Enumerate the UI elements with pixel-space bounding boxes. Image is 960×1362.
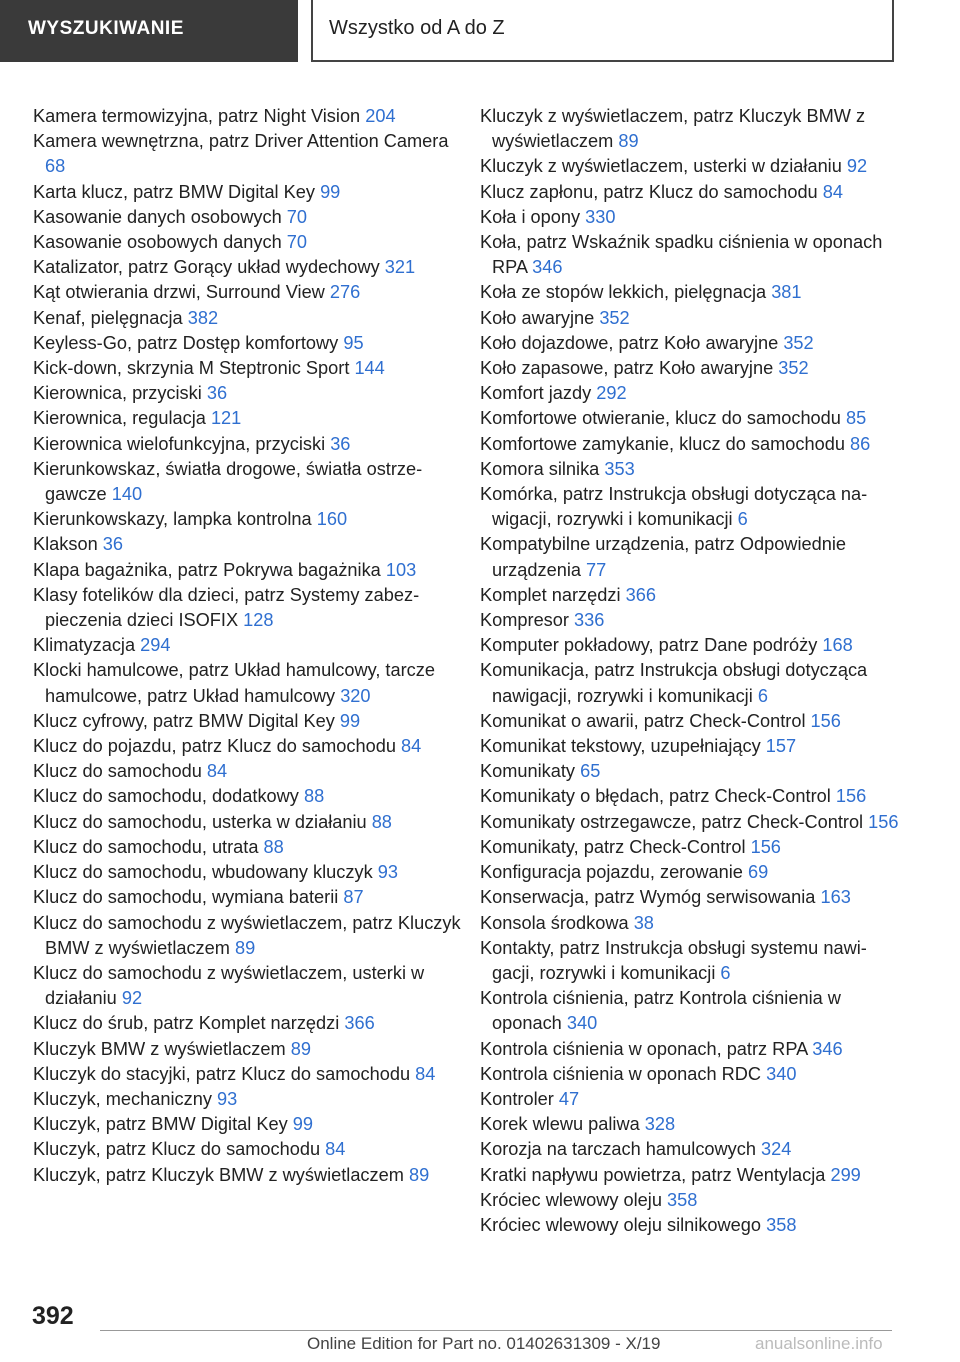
page-reference-link[interactable]: 93	[216, 1088, 238, 1109]
index-entry	[480, 154, 900, 179]
index-entry	[33, 129, 473, 179]
index-entry-text: Komfort jazdy	[480, 383, 592, 404]
index-entry	[33, 280, 473, 305]
index-entry	[480, 306, 900, 331]
page-reference-link[interactable]: 156	[810, 710, 841, 731]
index-entry-text: Koła ze stopów lekkich, pielęgnacja	[480, 282, 767, 303]
index-entry-text: Kierownica, regulacja	[33, 408, 206, 429]
page-reference-link[interactable]: 38	[633, 912, 654, 933]
index-entry	[33, 104, 473, 129]
index-entry	[33, 835, 473, 860]
index-entry-text: Kontrola ciśnienia, patrz Kontrola ciśnienia w oponach	[480, 988, 841, 1034]
page-reference-link[interactable]: 84	[206, 761, 228, 782]
page-reference-link[interactable]: 88	[371, 811, 392, 832]
index-entry	[480, 205, 900, 230]
index-entry-text: Kenaf, pielęgnacja	[33, 307, 183, 328]
page-reference-link[interactable]: 366	[625, 584, 656, 605]
index-entry	[480, 1213, 900, 1238]
index-entry-text: Kontakty, patrz Instrukcja obsługi systemu nawigacji, rozrywki i komunikacji	[480, 937, 867, 983]
index-entry-text: Komórka, patrz Instrukcja obsługi dotycząca nawigacji, rozrywki i komunikacji	[480, 484, 868, 530]
page-reference-link[interactable]: 292	[596, 383, 627, 404]
index-entry	[480, 482, 900, 532]
page-reference-link[interactable]: 95	[343, 332, 364, 353]
page-reference-link[interactable]: 346	[812, 1038, 843, 1059]
index-entry-text: Kamera termowizyjna, patrz Night Vision	[33, 106, 361, 126]
page-reference-link[interactable]: 99	[320, 181, 341, 202]
index-entry	[480, 104, 900, 154]
index-entry-text: Kluczyk z wyświetlaczem, patrz Kluczyk BMW z wyświetlaczem	[480, 106, 866, 152]
index-entry	[33, 432, 473, 457]
index-entry-text: Kompatybilne urządzenia, patrz Odpowiednie urządzenia	[480, 534, 846, 580]
index-entry	[480, 331, 900, 356]
page-reference-link[interactable]: 92	[846, 156, 868, 177]
page-reference-link[interactable]: 382	[187, 307, 219, 328]
index-entry	[480, 583, 900, 608]
index-entry	[33, 810, 473, 835]
page-reference-link[interactable]: 320	[340, 685, 371, 706]
page-reference-link[interactable]: 89	[290, 1038, 311, 1059]
index-entry	[480, 709, 900, 734]
index-entry-text: Kontrola ciśnienia w oponach RDC	[480, 1063, 762, 1084]
index-entry	[33, 1062, 473, 1087]
index-column-right	[480, 104, 900, 1238]
watermark: anualsonline.info	[755, 1334, 883, 1353]
page-reference-link[interactable]: 352	[778, 358, 809, 379]
index-entry-text: Klucz cyfrowy, patrz BMW Digital Key	[33, 710, 335, 731]
page-reference-link[interactable]: 294	[140, 635, 171, 656]
page-reference-link[interactable]: 352	[783, 332, 814, 353]
index-entry	[480, 1163, 900, 1188]
index-entry-text: Komfortowe otwieranie, klucz do samochodu	[480, 408, 841, 429]
page-reference-link[interactable]: 6	[737, 509, 748, 530]
page-reference-link[interactable]: 140	[111, 484, 143, 505]
page-reference-link[interactable]: 89	[618, 131, 639, 152]
page-reference-link[interactable]: 121	[210, 408, 242, 429]
index-entry-text: Karta klucz, patrz BMW Digital Key	[33, 181, 315, 202]
page-reference-link[interactable]: 358	[766, 1214, 797, 1235]
index-entry-text: Klucz do samochodu, usterka w działaniu	[33, 811, 367, 832]
page-reference-link[interactable]: 36	[102, 534, 124, 555]
page-reference-link[interactable]: 156	[868, 811, 899, 832]
page-reference-link[interactable]: 84	[415, 1063, 436, 1084]
index-entry	[33, 583, 473, 633]
page-reference-link[interactable]: 70	[286, 232, 308, 253]
index-entry	[33, 1011, 473, 1036]
index-entry	[480, 608, 900, 633]
index-entry-text: Korozja na tarczach hamulcowych	[480, 1139, 756, 1160]
page-reference-link[interactable]: 85	[845, 408, 867, 429]
index-entry-text: Klasy fotelików dla dzieci, patrz Systemy zabezpieczenia dzieci ISOFIX	[33, 584, 420, 631]
index-entry	[33, 1037, 473, 1062]
page-reference-link[interactable]: 88	[303, 786, 325, 807]
index-entry	[480, 1137, 900, 1162]
index-entry-text: Klucz do samochodu	[33, 761, 202, 782]
index-entry-text: Komunikaty o błędach, patrz Check-Control	[480, 786, 831, 807]
index-entry-text: Komunikaty, patrz Check-Control	[480, 836, 746, 857]
page-reference-link[interactable]: 47	[558, 1088, 580, 1109]
index-entry-text: Klucz do samochodu, wymiana baterii	[33, 887, 339, 908]
index-entry	[33, 658, 473, 708]
index-entry	[480, 860, 900, 885]
index-entry	[480, 734, 900, 759]
index-entry	[480, 381, 900, 406]
page-number: 392	[32, 1302, 74, 1330]
index-entry	[33, 558, 473, 583]
page-reference-link[interactable]: 103	[385, 559, 417, 580]
index-entry-text: Konsola środkowa	[480, 912, 629, 933]
index-entry-text: Komplet narzędzi	[480, 584, 621, 605]
index-entry-text: Klucz do samochodu z wyświetlaczem, usterki w działaniu	[33, 962, 425, 1009]
index-entry	[480, 759, 900, 784]
page-reference-link[interactable]: 128	[243, 610, 274, 631]
index-entry-text: Kluczyk BMW z wyświetlaczem	[33, 1038, 286, 1059]
index-entry	[33, 457, 473, 507]
index-entry-text: Kluczyk, mechaniczny	[33, 1088, 212, 1109]
index-entry	[480, 406, 900, 431]
page-reference-link[interactable]: 353	[604, 458, 635, 479]
page-reference-link[interactable]: 204	[365, 106, 396, 126]
title-tab-label: Wszystko od A do Z	[329, 17, 505, 39]
index-entry	[480, 911, 900, 936]
page-reference-link[interactable]: 99	[292, 1114, 313, 1135]
title-tab	[311, 0, 894, 62]
index-entry-text: Klucz do samochodu, utrata	[33, 836, 259, 857]
index-entry-text: Komunikacja, patrz Instrukcja obsługi dotycząca nawigacji, rozrywki i komunikacji	[480, 660, 868, 706]
page-reference-link[interactable]: 328	[644, 1114, 676, 1135]
page-reference-link[interactable]: 330	[585, 206, 616, 227]
index-entry-text: Króciec wlewowy oleju silnikowego	[480, 1214, 762, 1235]
page-reference-link[interactable]: 84	[325, 1139, 346, 1160]
index-entry-text: Kluczyk, patrz Kluczyk BMW z wyświetlaczem	[33, 1164, 404, 1185]
page-reference-link[interactable]: 321	[384, 257, 416, 278]
index-entry	[33, 532, 473, 557]
page-reference-link[interactable]: 88	[263, 836, 284, 857]
index-entry	[33, 230, 473, 255]
index-entry	[33, 709, 473, 734]
index-entry	[480, 885, 900, 910]
index-entry-text: Kierunkowskazy, lampka kontrolna	[33, 509, 312, 530]
index-entry-text: Koło awaryjne	[480, 307, 595, 328]
page-reference-link[interactable]: 366	[344, 1013, 375, 1034]
index-entry	[33, 180, 473, 205]
page-reference-link[interactable]: 324	[761, 1139, 792, 1160]
index-entry-text: Kierownica, przyciski	[33, 383, 202, 404]
page-reference-link[interactable]: 346	[532, 257, 563, 278]
section-tab-label: WYSZUKIWANIE	[28, 18, 184, 39]
index-column-left	[33, 104, 473, 1188]
page-reference-link[interactable]: 99	[339, 710, 361, 731]
page-reference-link[interactable]: 86	[850, 433, 871, 454]
index-entry	[480, 1062, 900, 1087]
index-entry	[33, 911, 473, 961]
page-reference-link[interactable]: 77	[586, 559, 607, 580]
index-entry-text: Kluczyk, patrz Klucz do samochodu	[33, 1139, 321, 1160]
index-entry	[33, 734, 473, 759]
page-reference-link[interactable]: 336	[574, 610, 605, 631]
index-entry-text: Klucz do pojazdu, patrz Klucz do samochodu	[33, 736, 396, 757]
footer-divider	[100, 1330, 892, 1331]
index-entry	[33, 205, 473, 230]
index-entry	[33, 784, 473, 809]
page-reference-link[interactable]: 163	[820, 887, 851, 908]
index-entry	[480, 1037, 900, 1062]
index-entry-text: Klucz do samochodu z wyświetlaczem, patrz Kluczyk BMW z wyświetlaczem	[33, 912, 461, 958]
index-entry	[33, 633, 473, 658]
index-entry	[33, 1112, 473, 1137]
index-entry	[33, 331, 473, 356]
index-entry-text: Kąt otwierania drzwi, Surround View	[33, 282, 325, 303]
index-entry	[480, 986, 900, 1036]
index-entry-text: Króciec wlewowy oleju	[480, 1189, 662, 1210]
index-entry	[33, 507, 473, 532]
index-entry-text: Kontroler	[480, 1088, 554, 1109]
index-entry	[33, 406, 473, 431]
page-reference-link[interactable]: 93	[377, 862, 398, 883]
index-entry-text: Katalizator, patrz Gorący układ wydechowy	[33, 257, 380, 278]
index-entry-text: Komora silnika	[480, 458, 600, 479]
index-entry	[480, 658, 900, 708]
page-reference-link[interactable]: 87	[343, 887, 364, 908]
page-reference-link[interactable]: 156	[835, 786, 867, 807]
index-entry-text: Klocki hamulcowe, patrz Układ hamulcowy, tarcze hamulcowe, patrz Układ hamulcowy	[33, 660, 435, 706]
page-reference-link[interactable]: 160	[316, 509, 348, 530]
index-entry-text: Kasowanie danych osobowych	[33, 206, 282, 227]
index-entry-text: Koło zapasowe, patrz Koło awaryjne	[480, 358, 774, 379]
index-entry	[33, 1163, 473, 1188]
index-entry-text: Kamera wewnętrzna, patrz Driver Attention Camera	[33, 131, 449, 152]
index-entry	[480, 784, 900, 809]
page-reference-link[interactable]: 69	[747, 862, 769, 883]
page-reference-link[interactable]: 156	[750, 836, 781, 857]
page-reference-link[interactable]: 6	[720, 962, 731, 983]
index-entry	[480, 633, 900, 658]
index-entry-text: Kierownica wielofunkcyjna, przyciski	[33, 433, 326, 454]
index-entry	[480, 457, 900, 482]
page-reference-link[interactable]: 299	[830, 1164, 861, 1185]
index-entry-text: Komunikaty ostrzegawcze, patrz Check-Control	[480, 811, 864, 832]
index-entry-text: Klakson	[33, 534, 98, 555]
index-entry-text: Konserwacja, patrz Wymóg serwisowania	[480, 887, 816, 908]
index-entry-text: Konfiguracja pojazdu, zerowanie	[480, 862, 743, 883]
index-entry-text: Kompresor	[480, 610, 569, 631]
index-entry	[480, 356, 900, 381]
page-reference-link[interactable]: 84	[822, 181, 843, 202]
section-tab	[0, 0, 298, 62]
index-entry-text: Koło dojazdowe, patrz Koło awaryjne	[480, 332, 779, 353]
index-entry-text: Komunikat tekstowy, uzupełniający	[480, 736, 761, 757]
page-reference-link[interactable]: 168	[822, 635, 853, 656]
index-entry	[33, 860, 473, 885]
index-entry-text: Klapa bagażnika, patrz Pokrywa bagażnika	[33, 559, 381, 580]
page-reference-link[interactable]: 276	[329, 282, 361, 303]
index-entry-text: Kratki napływu powietrza, patrz Wentylacja	[480, 1164, 826, 1185]
page-reference-link[interactable]: 340	[566, 1013, 598, 1034]
page-reference-link[interactable]: 89	[408, 1164, 430, 1185]
index-entry-text: Klucz do samochodu, dodatkowy	[33, 786, 299, 807]
index-entry	[33, 1137, 473, 1162]
index-entry-text: Komunikat o awarii, patrz Check-Control	[480, 710, 806, 731]
index-entry	[480, 532, 900, 582]
index-entry	[480, 1188, 900, 1213]
index-entry-text: Klucz do śrub, patrz Komplet narzędzi	[33, 1013, 340, 1034]
page-reference-link[interactable]: 65	[580, 761, 601, 782]
index-entry-text: Klucz zapłonu, patrz Klucz do samochodu	[480, 181, 818, 202]
page-reference-link[interactable]: 352	[599, 307, 630, 328]
page-reference-link[interactable]: 92	[121, 988, 143, 1009]
page-reference-link[interactable]: 381	[771, 282, 802, 303]
index-entry-text: Komputer pokładowy, patrz Dane podróży	[480, 635, 818, 656]
index-entry	[480, 230, 900, 280]
index-entry-text: Kierunkowskaz, światła drogowe, światła ostrzegawcze	[33, 458, 423, 505]
index-entry-text: Koła i opony	[480, 206, 581, 227]
edition-text: Online Edition for Part no. 01402631309 - X/19	[307, 1334, 661, 1353]
index-entry	[33, 961, 473, 1011]
index-entry-text: Kluczyk, patrz BMW Digital Key	[33, 1114, 288, 1135]
index-entry-text: Kluczyk do stacyjki, patrz Klucz do samochodu	[33, 1063, 411, 1084]
index-entry-text: Kontrola ciśnienia w oponach, patrz RPA	[480, 1038, 808, 1059]
index-entry	[33, 1087, 473, 1112]
page-reference-link[interactable]: 36	[330, 433, 351, 454]
index-entry	[480, 432, 900, 457]
index-entry	[33, 759, 473, 784]
page-reference-link[interactable]: 36	[206, 383, 228, 404]
index-entry	[480, 810, 900, 835]
index-entry-text: Klimatyzacja	[33, 635, 136, 656]
index-entry	[480, 835, 900, 860]
page-reference-link[interactable]: 358	[667, 1189, 698, 1210]
page-reference-link[interactable]: 89	[234, 937, 256, 958]
page-reference-link[interactable]: 6	[757, 685, 768, 706]
index-entry	[480, 280, 900, 305]
page-reference-link[interactable]: 70	[286, 206, 308, 227]
page-reference-link[interactable]: 68	[45, 156, 66, 177]
index-entry	[33, 255, 473, 280]
index-entry-text: Komunikaty	[480, 761, 576, 782]
index-entry	[480, 180, 900, 205]
index-entry-text: Klucz do samochodu, wbudowany kluczyk	[33, 862, 373, 883]
page-reference-link[interactable]: 84	[401, 736, 422, 757]
index-entry-text: Keyless-Go, patrz Dostęp komfortowy	[33, 332, 339, 353]
page-reference-link[interactable]: 144	[354, 358, 385, 379]
index-entry	[33, 356, 473, 381]
index-entry	[480, 936, 900, 986]
index-entry	[480, 1112, 900, 1137]
index-entry	[33, 885, 473, 910]
index-entry-text: Kasowanie osobowych danych	[33, 232, 282, 253]
page-reference-link[interactable]: 157	[765, 736, 797, 757]
index-entry-text: Korek wlewu paliwa	[480, 1114, 640, 1135]
index-entry	[33, 381, 473, 406]
index-entry	[33, 306, 473, 331]
index-entry-text: Koła, patrz Wskaźnik spadku ciśnienia w oponach RPA	[480, 232, 883, 278]
index-entry-text: Komfortowe zamykanie, klucz do samochodu	[480, 433, 845, 454]
index-entry-text: Kluczyk z wyświetlaczem, usterki w działaniu	[480, 156, 842, 177]
index-entry-text: Kick-down, skrzynia M Steptronic Sport	[33, 358, 350, 379]
index-entry	[480, 1087, 900, 1112]
page-reference-link[interactable]: 340	[766, 1063, 797, 1084]
